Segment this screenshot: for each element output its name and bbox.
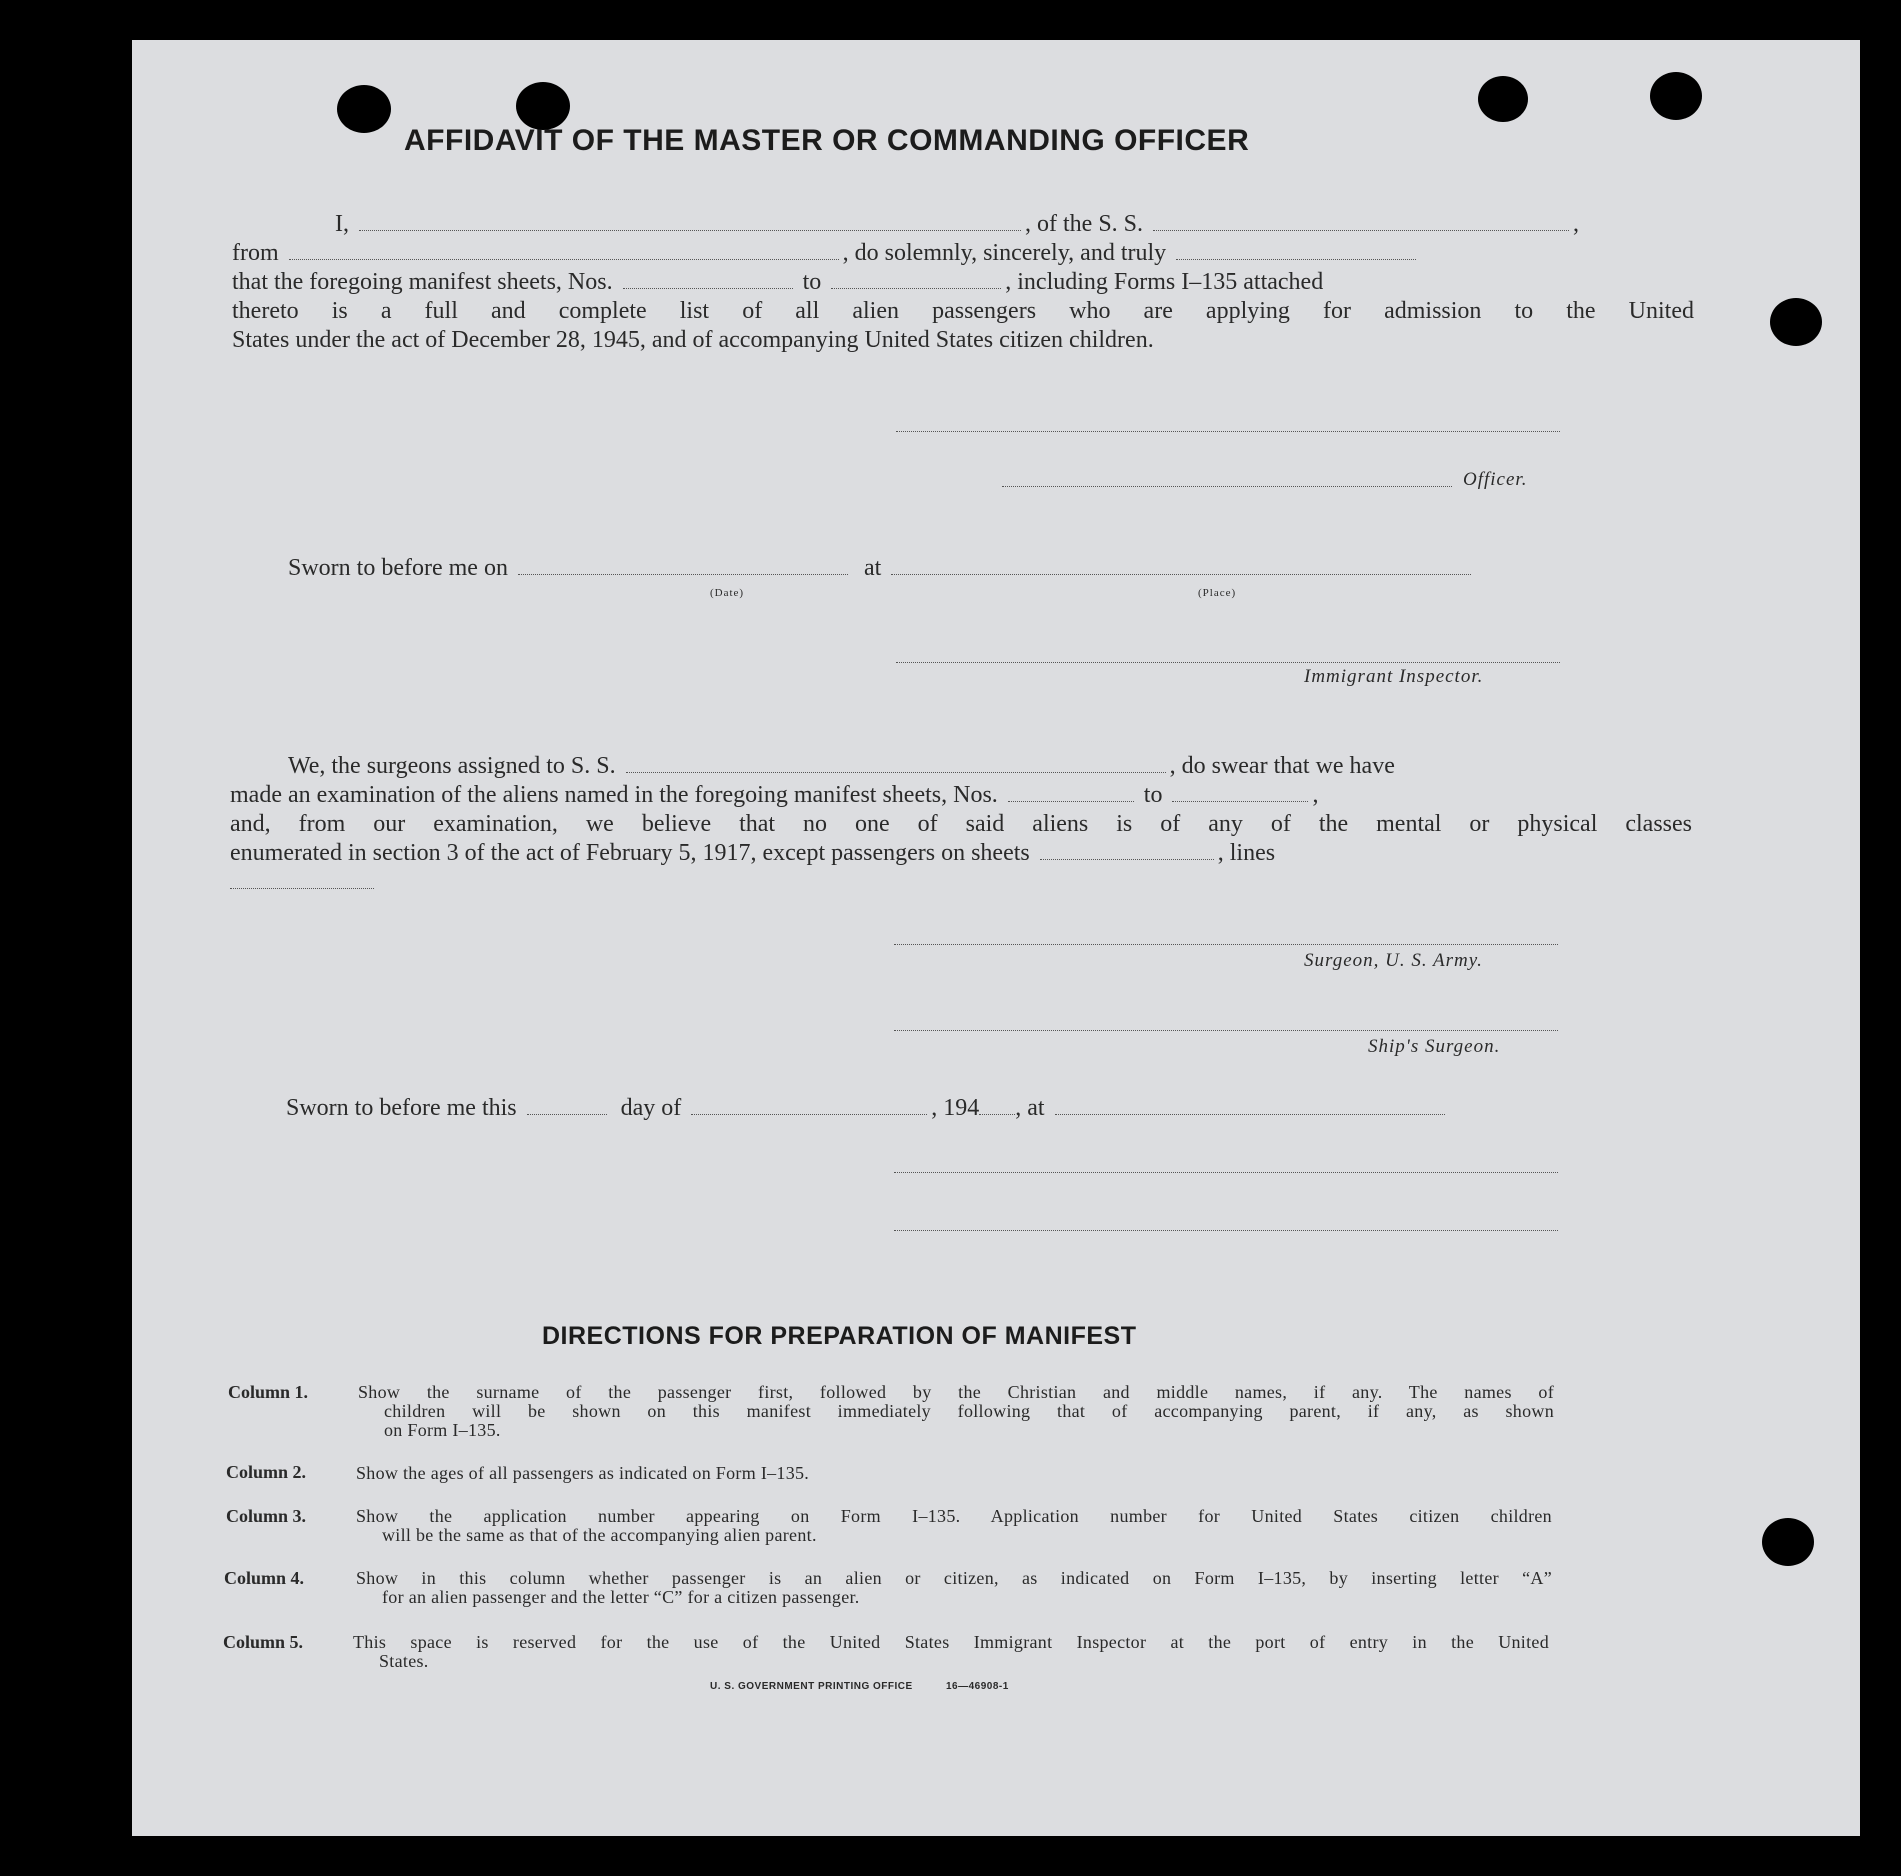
column-text: This space is reserved for the use of the United States Immigrant Inspector at the port of entry in the United bbox=[353, 1632, 1549, 1652]
column-text: on Form I–135. bbox=[384, 1420, 501, 1440]
affidavit-line-5: States under the act of December 28, 1945, and of accompanying United States citizen children. bbox=[232, 327, 1154, 353]
column-label: Column 5. bbox=[223, 1632, 304, 1652]
officer-label: Officer. bbox=[1463, 469, 1528, 490]
affidavit-line-4: thereto is a full and complete list of all alien passengers who are applying for admission to the United bbox=[232, 298, 1694, 324]
sworn-date-line: Sworn to before me on at bbox=[288, 554, 1475, 583]
officer-signature-line[interactable] bbox=[896, 431, 1560, 432]
punch-hole bbox=[1770, 298, 1822, 346]
affidavit-line-2: from , do solemnly, sincerely, and truly bbox=[232, 239, 1420, 268]
punch-hole bbox=[516, 82, 570, 130]
port-from-field[interactable] bbox=[289, 259, 839, 260]
sheet-to-field[interactable] bbox=[831, 288, 1001, 289]
place-caption: (Place) bbox=[1198, 587, 1237, 599]
inspector-signature-line[interactable] bbox=[896, 662, 1560, 663]
ship-name-field[interactable] bbox=[1153, 230, 1569, 231]
affidavit-title: AFFIDAVIT OF THE MASTER OR COMMANDING OFFICER bbox=[404, 124, 1250, 157]
column-text: Show in this column whether passenger is an alien or citizen, as indicated on Form I–135, by inserting letter “A” bbox=[356, 1568, 1552, 1588]
exam-sheet-from-field[interactable] bbox=[1008, 801, 1134, 802]
punch-hole bbox=[337, 85, 391, 133]
column-text: States. bbox=[379, 1651, 429, 1671]
master-name-field[interactable] bbox=[359, 230, 1021, 231]
punch-hole bbox=[1762, 1518, 1814, 1566]
officer-name-line[interactable] bbox=[1002, 486, 1452, 487]
printer-imprint bbox=[710, 1681, 1009, 1692]
column-label: Column 4. bbox=[224, 1568, 305, 1588]
army-surgeon-signature-line[interactable] bbox=[894, 944, 1558, 945]
sworn-place-field[interactable] bbox=[891, 574, 1471, 575]
column-text: for an alien passenger and the letter “C” for a citizen passenger. bbox=[382, 1587, 860, 1607]
column-text: Show the surname of the passenger first, followed by the Christian and middle names, if any. The names of bbox=[358, 1382, 1554, 1402]
inspector-label: Immigrant Inspector. bbox=[1304, 666, 1484, 687]
surgeon-ship-field[interactable] bbox=[626, 772, 1166, 773]
except-sheets-field[interactable] bbox=[1040, 859, 1214, 860]
surgeons-line-2: made an examination of the aliens named in the foregoing manifest sheets, Nos. to , bbox=[230, 782, 1319, 808]
ship-surgeon-label: Ship's Surgeon. bbox=[1368, 1036, 1501, 1057]
form-code: 16—46908-1 bbox=[945, 1681, 1009, 1692]
surgeons-line-1: We, the surgeons assigned to S. S. , do swear that we have bbox=[288, 753, 1395, 779]
sworn-this-line: Sworn to before me this day of , 194 , at bbox=[286, 1094, 1449, 1123]
punch-hole bbox=[1478, 76, 1528, 122]
except-lines-field[interactable] bbox=[230, 888, 374, 889]
surgeons-line-4: enumerated in section 3 of the act of February 5, 1917, except passengers on sheets , lines bbox=[230, 840, 1276, 866]
column-label: Column 3. bbox=[226, 1506, 307, 1526]
column-label: Column 2. bbox=[226, 1462, 307, 1482]
column-label: Column 1. bbox=[228, 1382, 309, 1402]
printer-name: U. S. GOVERNMENT PRINTING OFFICE bbox=[710, 1681, 913, 1692]
column-text: children will be shown on this manifest immediately following that of accompanying parent, if any, as shown bbox=[384, 1401, 1554, 1421]
army-surgeon-label: Surgeon, U. S. Army. bbox=[1304, 950, 1483, 971]
exam-sheet-to-field[interactable] bbox=[1172, 801, 1308, 802]
sheet-from-field[interactable] bbox=[623, 288, 793, 289]
affidavit-line-3: that the foregoing manifest sheets, Nos. to , including Forms I–135 attached bbox=[232, 269, 1324, 295]
oath-field[interactable] bbox=[1176, 259, 1416, 260]
sworn-date-field[interactable] bbox=[518, 574, 848, 575]
sworn-month-field[interactable] bbox=[691, 1114, 927, 1115]
directions-title: DIRECTIONS FOR PREPARATION OF MANIFEST bbox=[542, 1322, 1137, 1350]
surgeons-line-3: and, from our examination, we believe that no one of said aliens is of any of the mental or physical classes bbox=[230, 811, 1692, 837]
ship-surgeon-signature-line[interactable] bbox=[894, 1030, 1558, 1031]
column-text: will be the same as that of the accompanying alien parent. bbox=[382, 1525, 817, 1545]
punch-hole bbox=[1650, 72, 1702, 120]
sworn-at-field[interactable] bbox=[1055, 1114, 1445, 1115]
form-page bbox=[132, 40, 1860, 1836]
column-text: Show the application number appearing on Form I–135. Application number for United States citizen children bbox=[356, 1506, 1552, 1526]
sworn-day-field[interactable] bbox=[527, 1114, 607, 1115]
signature-line-b[interactable] bbox=[894, 1230, 1558, 1231]
date-caption: (Date) bbox=[710, 587, 745, 599]
column-text: Show the ages of all passengers as indicated on Form I–135. bbox=[356, 1463, 810, 1483]
affidavit-line-1: I, , of the S. S. , bbox=[335, 211, 1580, 237]
sworn-year-field[interactable] bbox=[979, 1114, 1015, 1115]
signature-line-a[interactable] bbox=[894, 1172, 1558, 1173]
